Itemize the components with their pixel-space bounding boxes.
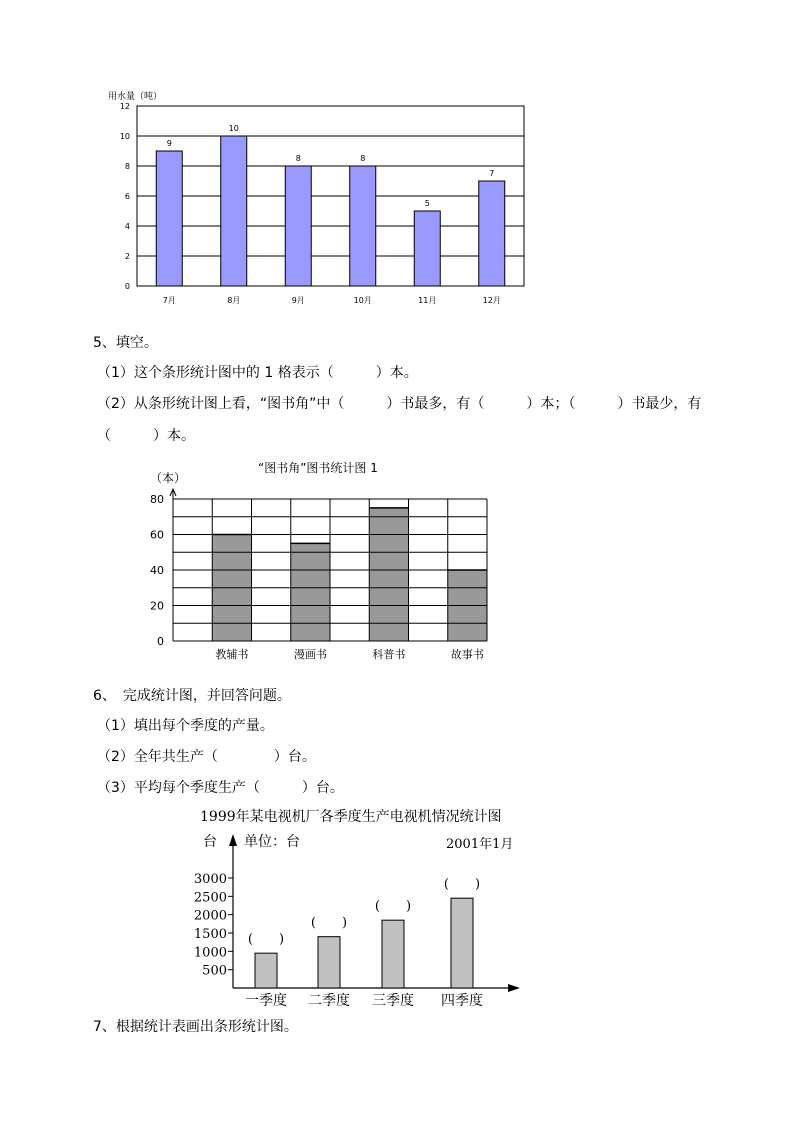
chart1-data-label: 7 xyxy=(489,169,495,178)
chart1-y-tick-label: 10 xyxy=(119,132,130,141)
chart2-x-label: 教辅书 xyxy=(215,648,249,661)
q5-line3: （ ）本。 xyxy=(97,428,195,444)
chart1-data-label: 8 xyxy=(360,154,366,163)
chart3-bar xyxy=(382,920,404,988)
chart1-x-labels xyxy=(163,296,501,305)
chart1-y-tick-label: 6 xyxy=(124,192,130,201)
chart3-x-label: 四季度 xyxy=(441,993,483,1009)
q6-title: 6、 完成统计图，并回答问题。 xyxy=(93,688,291,704)
chart3-y-tick-label: 2500 xyxy=(193,890,227,906)
chart1-bars xyxy=(156,136,505,286)
tv-production-chart xyxy=(0,800,794,1015)
chart1-y-tick-label: 0 xyxy=(124,282,130,291)
chart2-bar xyxy=(369,508,408,641)
chart1-bar xyxy=(479,181,505,286)
chart1-x-label: 10月 xyxy=(353,296,372,305)
chart1-y-axis-label: 用水量（吨） xyxy=(108,92,163,102)
chart2-y-tick-label: 80 xyxy=(150,493,164,506)
chart3-x-label: 一季度 xyxy=(245,993,287,1009)
chart3-y-tick-label: 2000 xyxy=(193,908,227,924)
chart3-x-label: 三季度 xyxy=(372,993,414,1009)
chart1-gridlines xyxy=(137,106,524,286)
chart3-blank-label: ( ) xyxy=(310,915,348,931)
chart1-x-label: 12月 xyxy=(482,296,501,305)
chart1-x-label: 7月 xyxy=(162,296,176,305)
chart3-bar xyxy=(451,898,473,988)
q6-line1: （1）填出每个季度的产量。 xyxy=(97,718,274,734)
chart3-bar xyxy=(318,937,340,988)
chart3-y-tick-label: 1500 xyxy=(193,927,227,942)
chart2-x-label: 科普书 xyxy=(372,648,406,661)
chart1-data-label: 8 xyxy=(295,154,301,163)
chart1-y-tick-label: 4 xyxy=(124,222,130,231)
chart1-data-label: 10 xyxy=(228,124,239,133)
chart3-x-label: 二季度 xyxy=(308,993,350,1009)
chart2-title: “图书角”图书统计图 1 xyxy=(258,461,378,475)
chart2-y-ticks xyxy=(150,493,164,648)
q5-line2: （2）从条形统计图上看，“图书角”中（ ）书最多，有（ ）本；（ ）书最少，有 xyxy=(97,396,702,412)
chart2-y-tick-label: 40 xyxy=(150,564,164,577)
chart1-bar xyxy=(350,166,376,286)
chart1-y-tick-label: 8 xyxy=(124,162,130,171)
chart3-unit-label: 单位：台 xyxy=(244,834,300,850)
chart3-bars xyxy=(255,898,473,988)
water-usage-chart xyxy=(0,0,794,320)
chart1-bar xyxy=(285,166,311,286)
chart3-y-tick-label: 1000 xyxy=(193,945,227,961)
q5-line1: （1）这个条形统计图中的 1 格表示（ ）本。 xyxy=(97,365,418,381)
chart3-blank-label: ( ) xyxy=(374,899,412,915)
chart1-bar xyxy=(156,151,182,286)
chart1-y-tick-label: 12 xyxy=(119,102,130,111)
chart1-data-label: 5 xyxy=(424,199,430,208)
chart3-y-axis-arrow xyxy=(229,834,237,846)
chart3-title: 1999年某电视机厂各季度生产电视机情况统计图 xyxy=(200,809,502,825)
chart3-y-axis-label: 台 xyxy=(203,834,217,850)
chart1-x-label: 9月 xyxy=(291,296,305,305)
chart3-x-labels xyxy=(245,992,483,1009)
chart3-blank-label: ( ) xyxy=(443,877,481,893)
chart2-y-axis xyxy=(170,489,176,641)
chart1-y-tick-label: 2 xyxy=(124,252,130,261)
chart2-y-tick-label: 20 xyxy=(150,599,164,613)
chart3-blank-labels xyxy=(248,877,480,947)
q7-title: 7、根据统计表画出条形统计图。 xyxy=(93,1019,298,1035)
chart2-bar xyxy=(291,543,330,641)
q6-line3: （3）平均每个季度生产（ ）台。 xyxy=(97,780,344,796)
chart3-blank-label: ( ) xyxy=(247,932,285,948)
q5-title: 5、填空。 xyxy=(93,335,158,351)
chart2-x-label: 故事书 xyxy=(450,648,484,661)
chart3-date-label: 2001年1月 xyxy=(446,837,514,852)
chart2-bars xyxy=(212,508,487,641)
chart3-y-tick-label: 3000 xyxy=(193,872,227,887)
chart2-y-axis-label: （本） xyxy=(150,471,187,485)
chart3-x-axis-arrow xyxy=(508,984,520,992)
chart1-bar xyxy=(414,211,440,286)
chart2-x-label: 漫画书 xyxy=(293,648,327,661)
book-corner-chart xyxy=(0,455,794,670)
chart3-y-tick-label: 500 xyxy=(202,963,227,979)
chart1-x-label: 8月 xyxy=(227,296,241,305)
chart3-y-ticks xyxy=(194,872,233,979)
chart1-y-ticks xyxy=(120,102,130,291)
chart1-bar xyxy=(221,136,247,286)
chart1-data-label: 9 xyxy=(166,139,172,148)
chart2-y-tick-label: 0 xyxy=(157,635,164,648)
chart1-x-label: 11月 xyxy=(418,296,437,305)
chart3-bar xyxy=(255,953,277,988)
chart2-x-labels xyxy=(215,647,484,661)
chart2-y-tick-label: 60 xyxy=(150,528,164,542)
q6-line2: （2）全年共生产（ ）台。 xyxy=(97,749,316,765)
